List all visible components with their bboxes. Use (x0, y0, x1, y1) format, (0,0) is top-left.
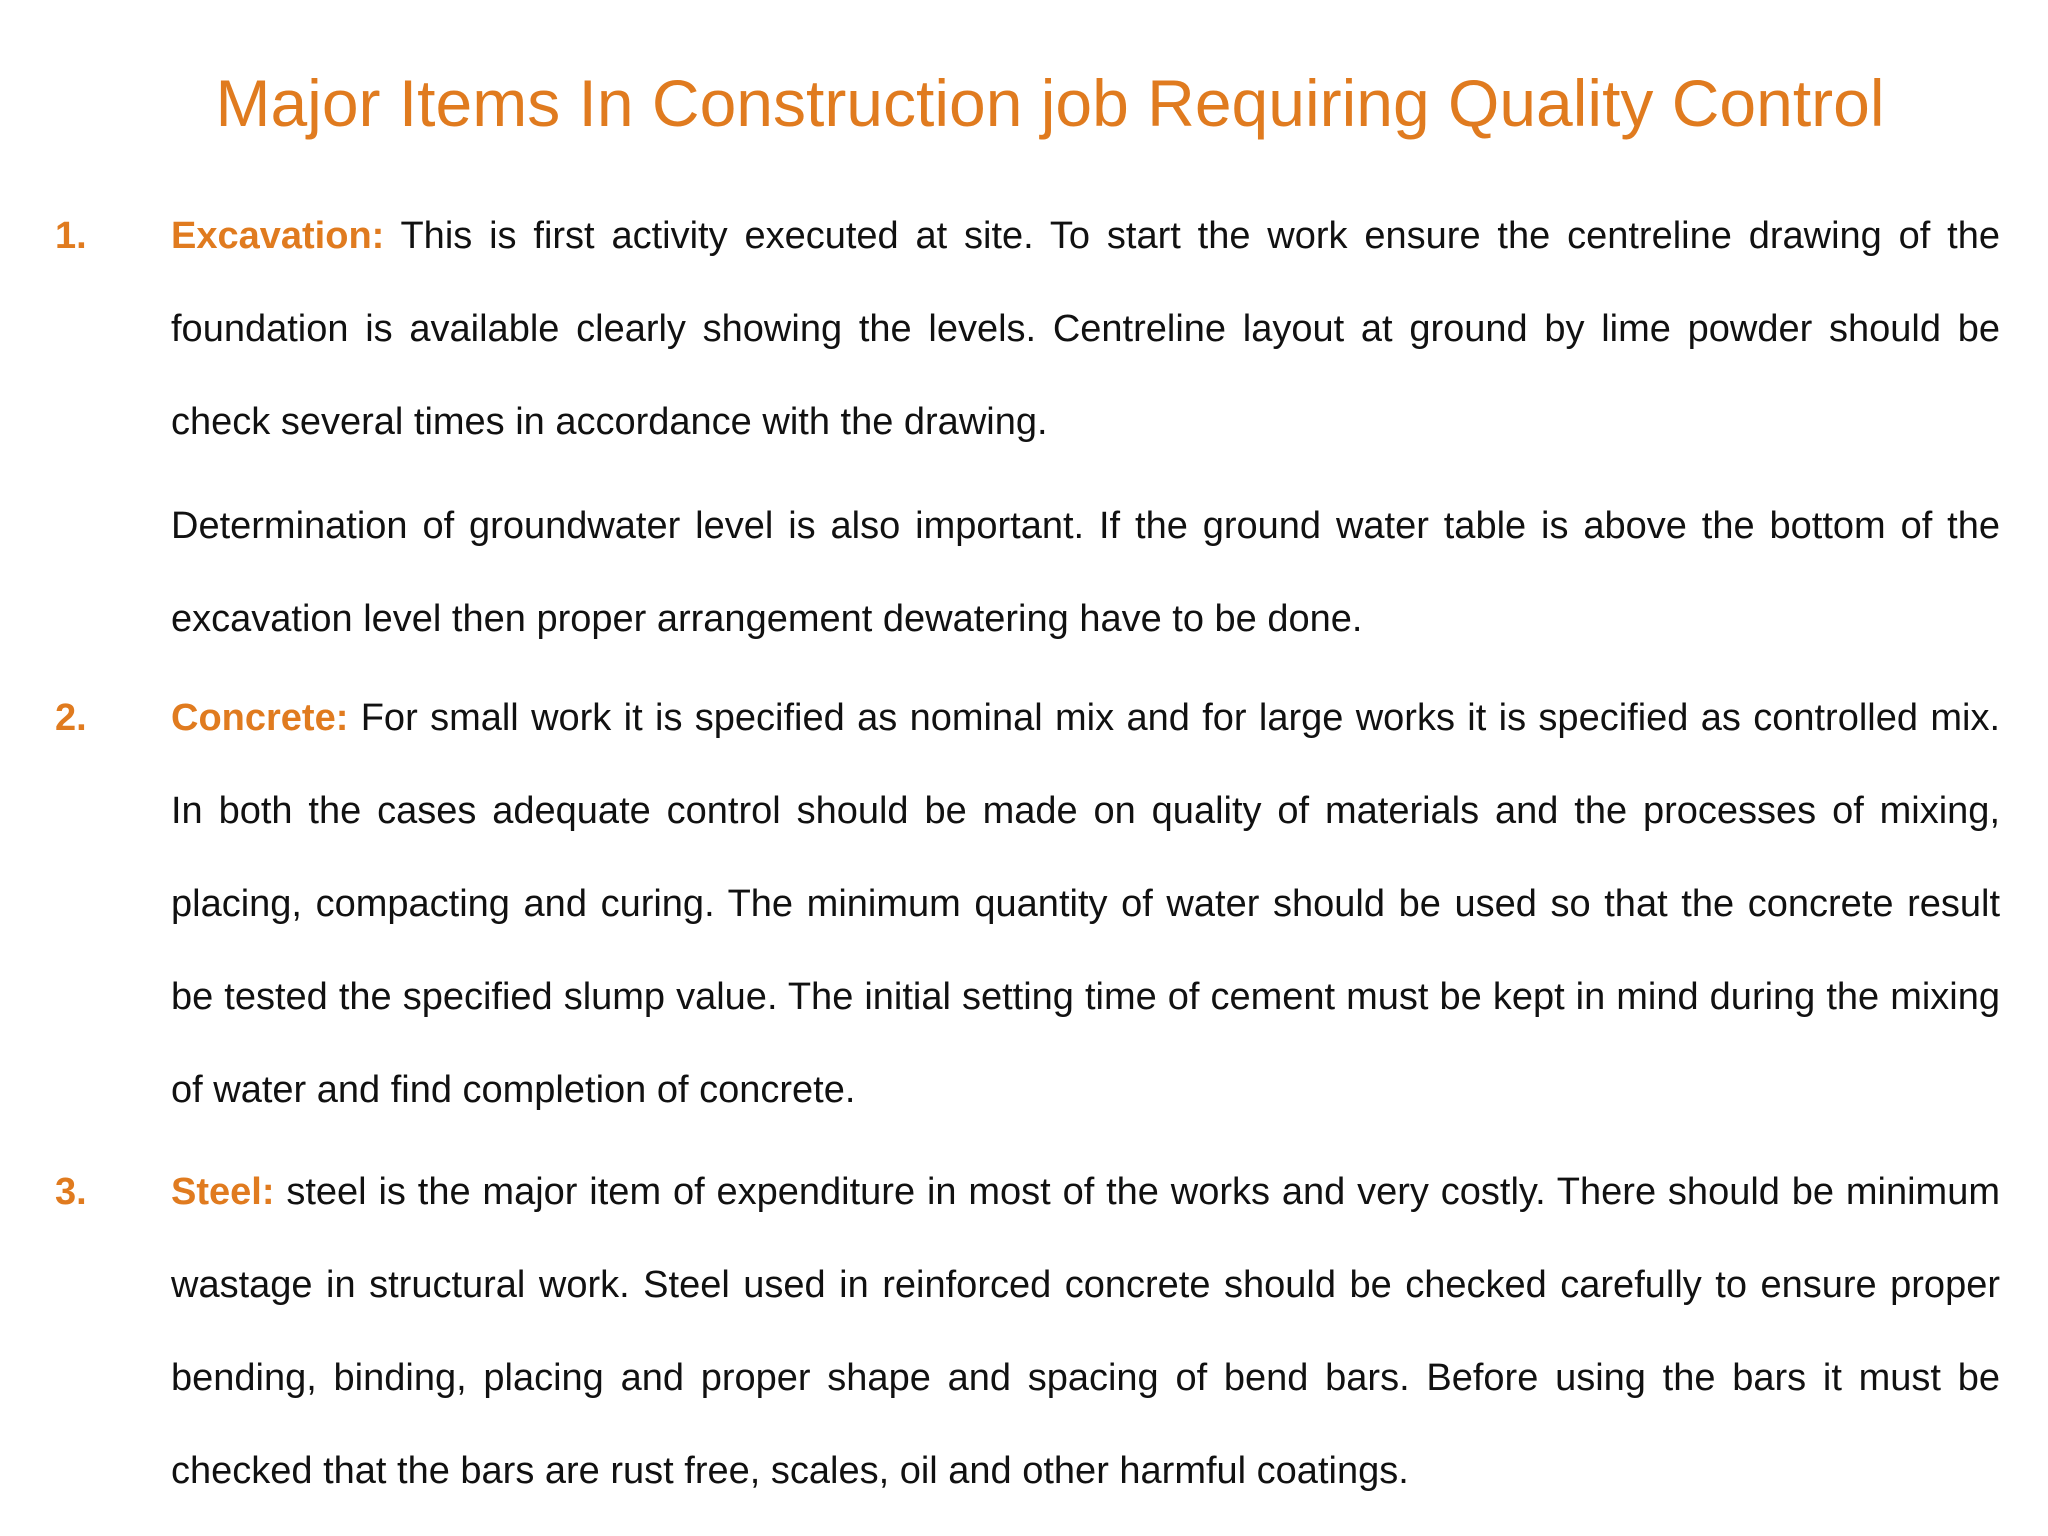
list-number: 1. (55, 215, 87, 257)
item-paragraph (171, 190, 2000, 469)
item-paragraph (171, 672, 2000, 1137)
item-text: This is first activity executed at site. To start the work ensure the centreline drawing of the foundation is available clearly showing the levels. Centreline layout at ground by lime powder should be check several times in accordance with the drawing. (171, 215, 2000, 443)
item-paragraph (171, 1146, 2000, 1518)
item-text: steel is the major item of expenditure in most of the works and very costly. There should be minimum wastage in structural work. Steel used in reinforced concrete should be checked carefully to ensure proper bending, binding, placing and proper shape and spacing of bend bars. Before using the bars it must be checked that the bars are rust free, scales, oil and other harmful coatings. (171, 1171, 2000, 1492)
item-label: Excavation: (171, 215, 385, 257)
item-text: For small work it is specified as nominal mix and for large works it is specified as controlled mix. In both the cases adequate control should be made on quality of materials and the processes of mixing, placing, compacting and curing. The minimum quantity of water should be used so that the concrete result be tested the specified slump value. The initial setting time of cement must be kept in mind during the mixing of water and find completion of concrete. (171, 697, 2000, 1111)
item-extra-paragraph: Determination of groundwater level is also important. If the ground water table is above the bottom of the excavation level then proper arrangement dewatering have to be done. (171, 505, 2000, 640)
list-number: 2. (55, 697, 87, 739)
page-title: Major Items In Construction job Requiring Quality Control (215, 66, 1885, 140)
item-label: Steel: (171, 1171, 275, 1213)
item-label: Concrete: (171, 697, 349, 739)
list-number: 3. (55, 1171, 87, 1213)
